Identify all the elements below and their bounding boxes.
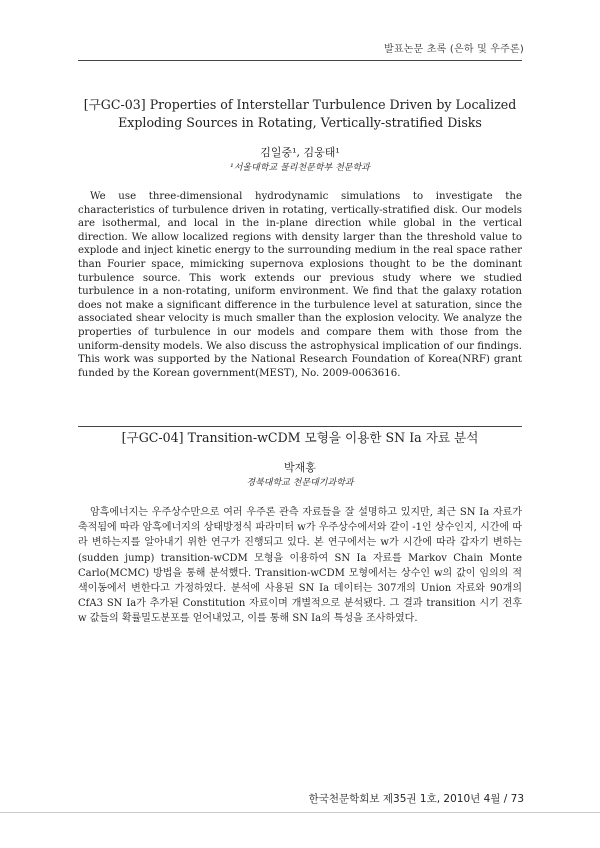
section-rule [78, 426, 522, 427]
abstract-affiliation: 경북대학교 천문대기과학과 [246, 478, 354, 488]
abstract-body: 암흑에너지는 우주상수만으로 여러 우주론 관측 자료들을 잘 설명하고 있지만, 최근 SN Ia 자료가 축적됨에 따라 암흑에너지의 상태방정식 파라미터 w가 우주상수에서와 같이 -1인 상수인지, 시간에 따라 변하는지를 알아내기 위한 연구가 진행되고 있다. 본 연구에서는 w가 시간에 따라 갑자기 변하는(sudden jump) transition-wCDM 모형을 이용하여 SN Ia 자료를 Markov Chain Monte Carlo(MCMC) 방법을 통해 분석했다. Transition-wCDM 모형에서는 상수인 w의 값이 임의의 적색이동에서 변한다고 가정하였다. 분석에 사용된 SN Ia 데이터는 307개의 Union 자료와 90개의 CfA3 SN Ia가 추가된 Constitution 자료이며 개별적으로 분석됐다. 그 결과 transition 시기 전후 w 값들의 확률밀도분포를 얻어내었고, 이를 통해 SN Ia의 특성을 조사하였다. [78, 507, 522, 625]
footer-rule [0, 812, 600, 813]
abstract-title: [구GC-03] Properties of Interstellar Turbulence Driven by Localized Exploding Sources in Rotating, Vertically-stratified Disks [83, 97, 517, 130]
abstract-affiliation: ¹서울대학교 물리천문학부 천문학과 [230, 163, 370, 173]
abstract-authors: 박재홍 [284, 461, 316, 474]
running-header: 발표논문 초록 (은하 및 우주론) [383, 44, 524, 55]
header-rule [78, 60, 522, 61]
abstract-gc03 [78, 96, 522, 380]
abstract-gc04 [78, 429, 522, 627]
journal-footer: 한국천문학회보 제35권 1호, 2010년 4월 / 73 [308, 793, 524, 805]
abstract-authors: 김일중¹, 김웅태¹ [260, 146, 340, 159]
abstract-body: We use three-dimensional hydrodynamic simulations to investigate the characteristics of turbulence driven in rotating, vertically-stratified disk. Our models are isothermal, and local in the in-plane direction while global in the vertical direction. We allow localized regions with density larger than the threshold value to explode and inject kinetic energy to the surrounding medium in the real space rather than Fourier space, mimicking supernova explosions thought to be the dominant turbulence source. This work extends our previous study where we studied turbulence in a non-rotating, uniform environment. We find that the galaxy rotation does not make a significant difference in the turbulence level at saturation, since the associated shear velocity is much smaller than the explosion velocity. We analyze the properties of turbulence in our models and compare them with those from the uniform-density models. We also discuss the astrophysical implication of our findings. This work was supported by the National Research Foundation of Korea(NRF) grant funded by the Korean government(MEST), No. 2009-0063616. [78, 191, 522, 379]
abstract-title: [구GC-04] Transition-wCDM 모형을 이용한 SN Ia 자료 분석 [121, 430, 479, 445]
